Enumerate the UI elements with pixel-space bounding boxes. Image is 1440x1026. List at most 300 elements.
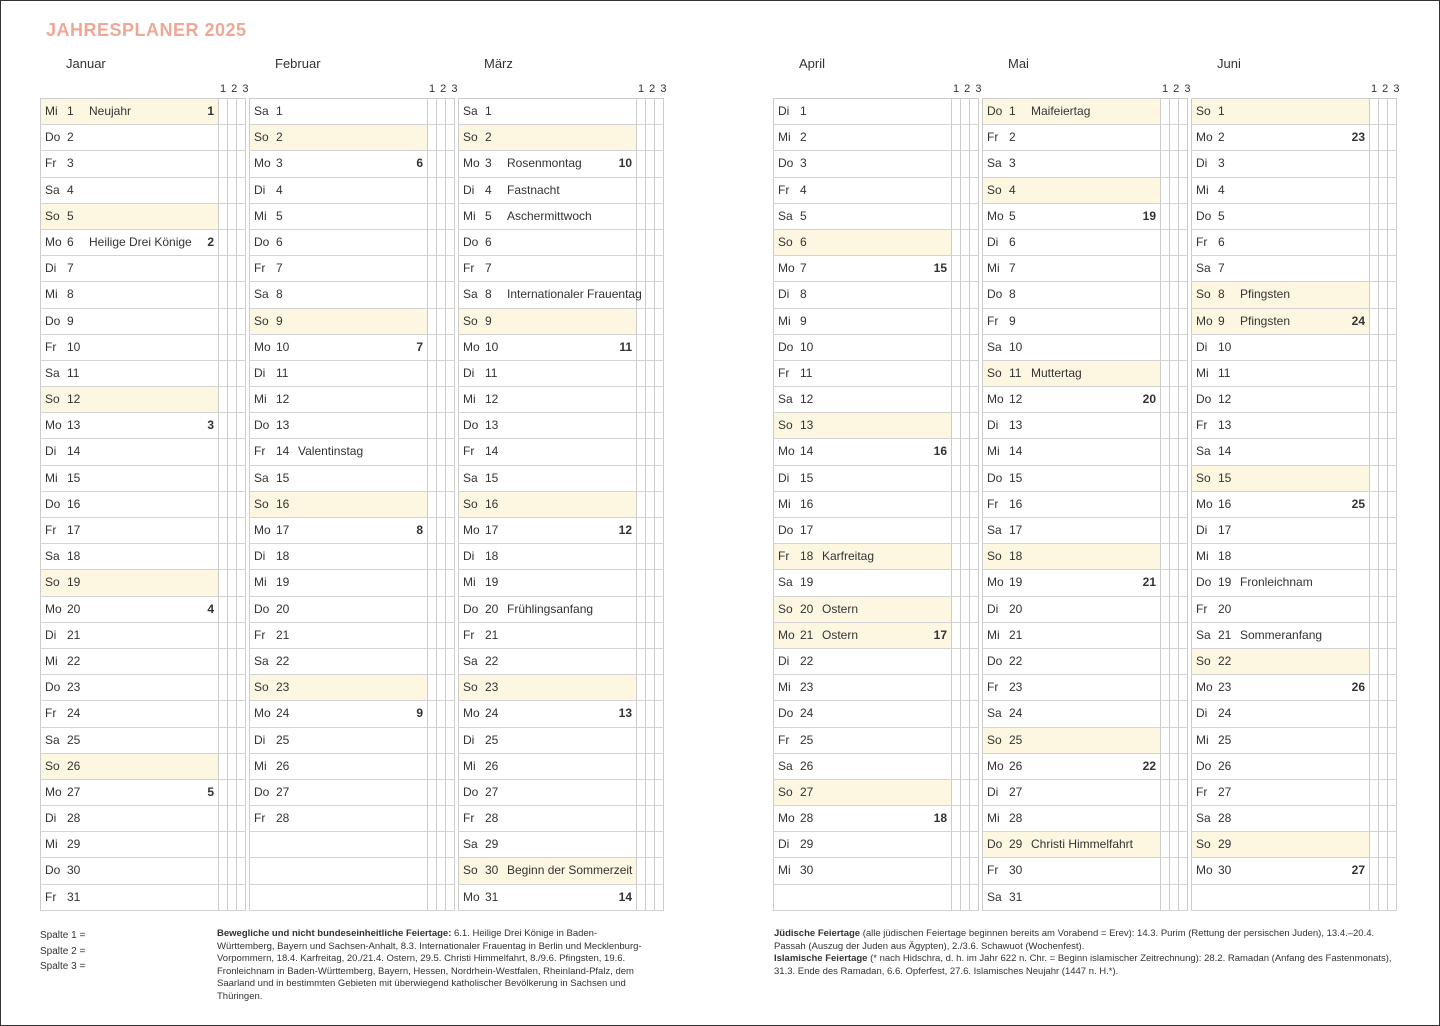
check-column-2[interactable]	[646, 256, 655, 281]
check-column-1[interactable]	[428, 544, 437, 569]
check-column-2[interactable]	[228, 570, 237, 595]
check-column-1[interactable]	[1161, 570, 1170, 595]
check-column-2[interactable]	[1379, 309, 1388, 334]
check-column-1[interactable]	[219, 544, 228, 569]
check-column-1[interactable]	[219, 125, 228, 150]
day-cell[interactable]	[1191, 885, 1370, 910]
day-cell[interactable]	[982, 361, 1161, 386]
day-cell[interactable]	[458, 649, 637, 674]
check-column-2[interactable]	[1379, 466, 1388, 491]
check-column-1[interactable]	[428, 701, 437, 726]
check-column-2[interactable]	[646, 701, 655, 726]
check-column-3[interactable]	[970, 413, 979, 438]
check-column-3[interactable]	[1179, 832, 1188, 857]
check-column-3[interactable]	[655, 466, 664, 491]
check-column-1[interactable]	[952, 858, 961, 883]
check-column-2[interactable]	[646, 439, 655, 464]
check-column-2[interactable]	[646, 492, 655, 517]
check-column-1[interactable]	[1161, 413, 1170, 438]
check-column-3[interactable]	[970, 675, 979, 700]
check-column-3[interactable]	[970, 439, 979, 464]
check-column-3[interactable]	[237, 309, 246, 334]
check-column-2[interactable]	[1379, 701, 1388, 726]
check-column-1[interactable]	[1161, 387, 1170, 412]
check-column-2[interactable]	[228, 649, 237, 674]
day-cell[interactable]	[249, 387, 428, 412]
check-column-1[interactable]	[952, 701, 961, 726]
day-cell[interactable]	[40, 728, 219, 753]
check-column-2[interactable]	[961, 858, 970, 883]
check-column-3[interactable]	[1388, 728, 1397, 753]
check-column-2[interactable]	[961, 649, 970, 674]
day-cell[interactable]	[1191, 623, 1370, 648]
day-cell[interactable]	[1191, 570, 1370, 595]
check-column-3[interactable]	[1388, 675, 1397, 700]
day-cell[interactable]	[982, 754, 1161, 779]
check-column-3[interactable]	[237, 832, 246, 857]
check-column-2[interactable]	[1379, 99, 1388, 124]
check-column-1[interactable]	[637, 204, 646, 229]
check-column-2[interactable]	[437, 439, 446, 464]
day-cell[interactable]	[773, 282, 952, 307]
check-column-1[interactable]	[1161, 309, 1170, 334]
day-cell[interactable]	[982, 649, 1161, 674]
check-column-1[interactable]	[637, 178, 646, 203]
check-column-2[interactable]	[646, 806, 655, 831]
day-cell[interactable]	[249, 858, 428, 883]
check-column-1[interactable]	[637, 151, 646, 176]
check-column-1[interactable]	[637, 885, 646, 910]
check-column-1[interactable]	[637, 230, 646, 255]
check-column-3[interactable]	[655, 439, 664, 464]
check-column-2[interactable]	[228, 623, 237, 648]
check-column-1[interactable]	[428, 466, 437, 491]
check-column-2[interactable]	[1379, 649, 1388, 674]
day-cell[interactable]	[773, 728, 952, 753]
day-cell[interactable]	[249, 466, 428, 491]
check-column-3[interactable]	[446, 858, 455, 883]
check-column-1[interactable]	[428, 230, 437, 255]
check-column-3[interactable]	[1388, 570, 1397, 595]
check-column-3[interactable]	[655, 256, 664, 281]
check-column-2[interactable]	[1170, 518, 1179, 543]
check-column-2[interactable]	[228, 335, 237, 360]
check-column-3[interactable]	[1179, 701, 1188, 726]
day-cell[interactable]	[982, 728, 1161, 753]
day-cell[interactable]	[1191, 518, 1370, 543]
check-column-3[interactable]	[655, 832, 664, 857]
check-column-1[interactable]	[219, 518, 228, 543]
check-column-2[interactable]	[228, 178, 237, 203]
check-column-2[interactable]	[437, 282, 446, 307]
check-column-3[interactable]	[1179, 256, 1188, 281]
check-column-1[interactable]	[637, 387, 646, 412]
check-column-2[interactable]	[646, 466, 655, 491]
check-column-1[interactable]	[1161, 125, 1170, 150]
check-column-3[interactable]	[446, 544, 455, 569]
check-column-2[interactable]	[228, 780, 237, 805]
check-column-3[interactable]	[655, 361, 664, 386]
check-column-2[interactable]	[1379, 858, 1388, 883]
check-column-1[interactable]	[219, 256, 228, 281]
check-column-1[interactable]	[219, 335, 228, 360]
check-column-1[interactable]	[1161, 230, 1170, 255]
check-column-2[interactable]	[961, 754, 970, 779]
day-cell[interactable]	[249, 544, 428, 569]
check-column-2[interactable]	[228, 832, 237, 857]
check-column-2[interactable]	[228, 230, 237, 255]
check-column-1[interactable]	[1370, 675, 1379, 700]
day-cell[interactable]	[773, 492, 952, 517]
day-cell[interactable]	[458, 335, 637, 360]
check-column-3[interactable]	[1179, 649, 1188, 674]
day-cell[interactable]	[249, 832, 428, 857]
check-column-2[interactable]	[1379, 675, 1388, 700]
check-column-3[interactable]	[1179, 885, 1188, 910]
check-column-3[interactable]	[237, 754, 246, 779]
check-column-1[interactable]	[1370, 701, 1379, 726]
day-cell[interactable]	[773, 885, 952, 910]
day-cell[interactable]	[249, 780, 428, 805]
day-cell[interactable]	[773, 518, 952, 543]
check-column-2[interactable]	[646, 125, 655, 150]
check-column-2[interactable]	[1379, 335, 1388, 360]
check-column-3[interactable]	[970, 256, 979, 281]
check-column-3[interactable]	[237, 466, 246, 491]
check-column-1[interactable]	[952, 178, 961, 203]
check-column-1[interactable]	[1370, 99, 1379, 124]
check-column-2[interactable]	[437, 230, 446, 255]
day-cell[interactable]	[1191, 151, 1370, 176]
check-column-1[interactable]	[219, 99, 228, 124]
check-column-3[interactable]	[237, 858, 246, 883]
day-cell[interactable]	[1191, 701, 1370, 726]
check-column-1[interactable]	[428, 492, 437, 517]
check-column-3[interactable]	[655, 125, 664, 150]
check-column-1[interactable]	[428, 361, 437, 386]
check-column-2[interactable]	[228, 806, 237, 831]
day-cell[interactable]	[1191, 125, 1370, 150]
check-column-2[interactable]	[646, 335, 655, 360]
day-cell[interactable]	[249, 623, 428, 648]
check-column-3[interactable]	[1388, 832, 1397, 857]
check-column-3[interactable]	[970, 282, 979, 307]
day-cell[interactable]	[40, 466, 219, 491]
check-column-3[interactable]	[446, 282, 455, 307]
check-column-3[interactable]	[970, 597, 979, 622]
check-column-3[interactable]	[655, 728, 664, 753]
check-column-3[interactable]	[1388, 544, 1397, 569]
day-cell[interactable]	[40, 858, 219, 883]
check-column-3[interactable]	[237, 125, 246, 150]
check-column-2[interactable]	[1170, 387, 1179, 412]
check-column-3[interactable]	[970, 361, 979, 386]
check-column-3[interactable]	[1179, 780, 1188, 805]
day-cell[interactable]	[249, 230, 428, 255]
check-column-2[interactable]	[961, 544, 970, 569]
check-column-1[interactable]	[637, 806, 646, 831]
check-column-2[interactable]	[961, 178, 970, 203]
check-column-2[interactable]	[1170, 806, 1179, 831]
check-column-3[interactable]	[970, 754, 979, 779]
check-column-3[interactable]	[237, 151, 246, 176]
check-column-1[interactable]	[1370, 256, 1379, 281]
check-column-2[interactable]	[1379, 518, 1388, 543]
check-column-1[interactable]	[1370, 518, 1379, 543]
check-column-2[interactable]	[228, 701, 237, 726]
check-column-2[interactable]	[1170, 204, 1179, 229]
day-cell[interactable]	[982, 309, 1161, 334]
check-column-2[interactable]	[961, 466, 970, 491]
check-column-3[interactable]	[1388, 701, 1397, 726]
check-column-3[interactable]	[1388, 858, 1397, 883]
check-column-1[interactable]	[952, 361, 961, 386]
check-column-3[interactable]	[1179, 492, 1188, 517]
day-cell[interactable]	[1191, 649, 1370, 674]
check-column-1[interactable]	[1370, 309, 1379, 334]
day-cell[interactable]	[40, 125, 219, 150]
check-column-2[interactable]	[437, 309, 446, 334]
check-column-3[interactable]	[970, 230, 979, 255]
check-column-2[interactable]	[961, 806, 970, 831]
check-column-3[interactable]	[655, 518, 664, 543]
day-cell[interactable]	[982, 282, 1161, 307]
check-column-1[interactable]	[952, 885, 961, 910]
check-column-2[interactable]	[1170, 623, 1179, 648]
check-column-3[interactable]	[655, 570, 664, 595]
check-column-1[interactable]	[428, 597, 437, 622]
check-column-3[interactable]	[446, 439, 455, 464]
day-cell[interactable]	[982, 597, 1161, 622]
day-cell[interactable]	[40, 413, 219, 438]
day-cell[interactable]	[773, 649, 952, 674]
day-cell[interactable]	[773, 570, 952, 595]
check-column-3[interactable]	[655, 309, 664, 334]
check-column-1[interactable]	[637, 125, 646, 150]
check-column-3[interactable]	[970, 701, 979, 726]
day-cell[interactable]	[249, 204, 428, 229]
check-column-1[interactable]	[1370, 492, 1379, 517]
check-column-2[interactable]	[1379, 439, 1388, 464]
check-column-1[interactable]	[428, 570, 437, 595]
check-column-2[interactable]	[961, 439, 970, 464]
day-cell[interactable]	[40, 335, 219, 360]
check-column-1[interactable]	[219, 623, 228, 648]
day-cell[interactable]	[249, 649, 428, 674]
check-column-3[interactable]	[446, 754, 455, 779]
check-column-1[interactable]	[1161, 649, 1170, 674]
check-column-3[interactable]	[1179, 99, 1188, 124]
check-column-3[interactable]	[1179, 335, 1188, 360]
day-cell[interactable]	[458, 99, 637, 124]
day-cell[interactable]	[1191, 544, 1370, 569]
check-column-2[interactable]	[646, 754, 655, 779]
check-column-3[interactable]	[1388, 151, 1397, 176]
check-column-3[interactable]	[446, 230, 455, 255]
check-column-1[interactable]	[428, 282, 437, 307]
day-cell[interactable]	[249, 885, 428, 910]
check-column-2[interactable]	[1170, 125, 1179, 150]
check-column-2[interactable]	[1379, 204, 1388, 229]
check-column-3[interactable]	[1179, 728, 1188, 753]
check-column-2[interactable]	[437, 204, 446, 229]
check-column-1[interactable]	[952, 492, 961, 517]
day-cell[interactable]	[458, 178, 637, 203]
check-column-1[interactable]	[428, 806, 437, 831]
check-column-1[interactable]	[428, 649, 437, 674]
check-column-1[interactable]	[219, 492, 228, 517]
day-cell[interactable]	[40, 178, 219, 203]
check-column-1[interactable]	[952, 335, 961, 360]
check-column-2[interactable]	[437, 387, 446, 412]
check-column-3[interactable]	[1179, 230, 1188, 255]
check-column-3[interactable]	[446, 492, 455, 517]
day-cell[interactable]	[1191, 858, 1370, 883]
check-column-1[interactable]	[637, 649, 646, 674]
check-column-2[interactable]	[961, 728, 970, 753]
check-column-2[interactable]	[228, 282, 237, 307]
check-column-1[interactable]	[219, 649, 228, 674]
day-cell[interactable]	[40, 885, 219, 910]
check-column-3[interactable]	[237, 204, 246, 229]
check-column-2[interactable]	[437, 178, 446, 203]
check-column-3[interactable]	[446, 178, 455, 203]
day-cell[interactable]	[249, 675, 428, 700]
day-cell[interactable]	[458, 570, 637, 595]
check-column-1[interactable]	[1370, 335, 1379, 360]
check-column-2[interactable]	[646, 649, 655, 674]
day-cell[interactable]	[1191, 230, 1370, 255]
check-column-1[interactable]	[637, 832, 646, 857]
check-column-2[interactable]	[437, 466, 446, 491]
check-column-2[interactable]	[961, 518, 970, 543]
check-column-1[interactable]	[1161, 466, 1170, 491]
check-column-3[interactable]	[1179, 361, 1188, 386]
check-column-2[interactable]	[961, 361, 970, 386]
check-column-1[interactable]	[952, 204, 961, 229]
day-cell[interactable]	[458, 413, 637, 438]
check-column-2[interactable]	[1379, 125, 1388, 150]
check-column-2[interactable]	[961, 780, 970, 805]
check-column-2[interactable]	[228, 466, 237, 491]
check-column-2[interactable]	[646, 309, 655, 334]
check-column-3[interactable]	[446, 675, 455, 700]
check-column-3[interactable]	[655, 806, 664, 831]
check-column-2[interactable]	[646, 99, 655, 124]
check-column-3[interactable]	[1179, 387, 1188, 412]
check-column-2[interactable]	[228, 256, 237, 281]
check-column-2[interactable]	[1379, 361, 1388, 386]
check-column-2[interactable]	[1170, 885, 1179, 910]
check-column-2[interactable]	[228, 439, 237, 464]
day-cell[interactable]	[773, 99, 952, 124]
check-column-2[interactable]	[437, 361, 446, 386]
day-cell[interactable]	[249, 256, 428, 281]
check-column-1[interactable]	[952, 806, 961, 831]
day-cell[interactable]	[458, 832, 637, 857]
check-column-1[interactable]	[952, 675, 961, 700]
check-column-1[interactable]	[428, 204, 437, 229]
check-column-1[interactable]	[1161, 544, 1170, 569]
check-column-3[interactable]	[1388, 282, 1397, 307]
check-column-1[interactable]	[952, 125, 961, 150]
check-column-3[interactable]	[970, 806, 979, 831]
check-column-3[interactable]	[237, 806, 246, 831]
check-column-2[interactable]	[646, 858, 655, 883]
check-column-1[interactable]	[637, 439, 646, 464]
day-cell[interactable]	[40, 99, 219, 124]
day-cell[interactable]	[458, 492, 637, 517]
check-column-2[interactable]	[646, 282, 655, 307]
day-cell[interactable]	[773, 466, 952, 491]
check-column-3[interactable]	[446, 701, 455, 726]
check-column-1[interactable]	[637, 466, 646, 491]
check-column-3[interactable]	[970, 544, 979, 569]
check-column-1[interactable]	[1161, 728, 1170, 753]
day-cell[interactable]	[1191, 806, 1370, 831]
check-column-1[interactable]	[428, 832, 437, 857]
check-column-1[interactable]	[952, 518, 961, 543]
check-column-3[interactable]	[1388, 466, 1397, 491]
day-cell[interactable]	[458, 728, 637, 753]
check-column-3[interactable]	[1388, 230, 1397, 255]
check-column-1[interactable]	[219, 466, 228, 491]
check-column-1[interactable]	[1370, 728, 1379, 753]
day-cell[interactable]	[40, 806, 219, 831]
check-column-2[interactable]	[437, 335, 446, 360]
check-column-2[interactable]	[228, 125, 237, 150]
check-column-2[interactable]	[646, 178, 655, 203]
check-column-2[interactable]	[1170, 99, 1179, 124]
check-column-2[interactable]	[228, 309, 237, 334]
day-cell[interactable]	[982, 413, 1161, 438]
check-column-3[interactable]	[237, 282, 246, 307]
check-column-3[interactable]	[446, 413, 455, 438]
day-cell[interactable]	[1191, 309, 1370, 334]
check-column-2[interactable]	[1170, 439, 1179, 464]
day-cell[interactable]	[249, 518, 428, 543]
check-column-1[interactable]	[1161, 335, 1170, 360]
day-cell[interactable]	[458, 282, 642, 307]
day-cell[interactable]	[982, 335, 1161, 360]
day-cell[interactable]	[249, 492, 428, 517]
check-column-2[interactable]	[1379, 597, 1388, 622]
check-column-2[interactable]	[437, 597, 446, 622]
check-column-3[interactable]	[1388, 597, 1397, 622]
check-column-3[interactable]	[970, 309, 979, 334]
check-column-3[interactable]	[970, 99, 979, 124]
check-column-1[interactable]	[428, 858, 437, 883]
day-cell[interactable]	[249, 701, 428, 726]
check-column-1[interactable]	[637, 413, 646, 438]
check-column-3[interactable]	[1179, 518, 1188, 543]
check-column-2[interactable]	[228, 858, 237, 883]
check-column-3[interactable]	[970, 858, 979, 883]
day-cell[interactable]	[249, 178, 428, 203]
check-column-2[interactable]	[437, 492, 446, 517]
check-column-2[interactable]	[1170, 335, 1179, 360]
check-column-3[interactable]	[446, 335, 455, 360]
check-column-3[interactable]	[446, 597, 455, 622]
check-column-2[interactable]	[228, 675, 237, 700]
check-column-2[interactable]	[437, 518, 446, 543]
check-column-2[interactable]	[961, 597, 970, 622]
check-column-1[interactable]	[1370, 780, 1379, 805]
check-column-3[interactable]	[237, 780, 246, 805]
day-cell[interactable]	[249, 728, 428, 753]
day-cell[interactable]	[982, 701, 1161, 726]
check-column-2[interactable]	[1379, 885, 1388, 910]
